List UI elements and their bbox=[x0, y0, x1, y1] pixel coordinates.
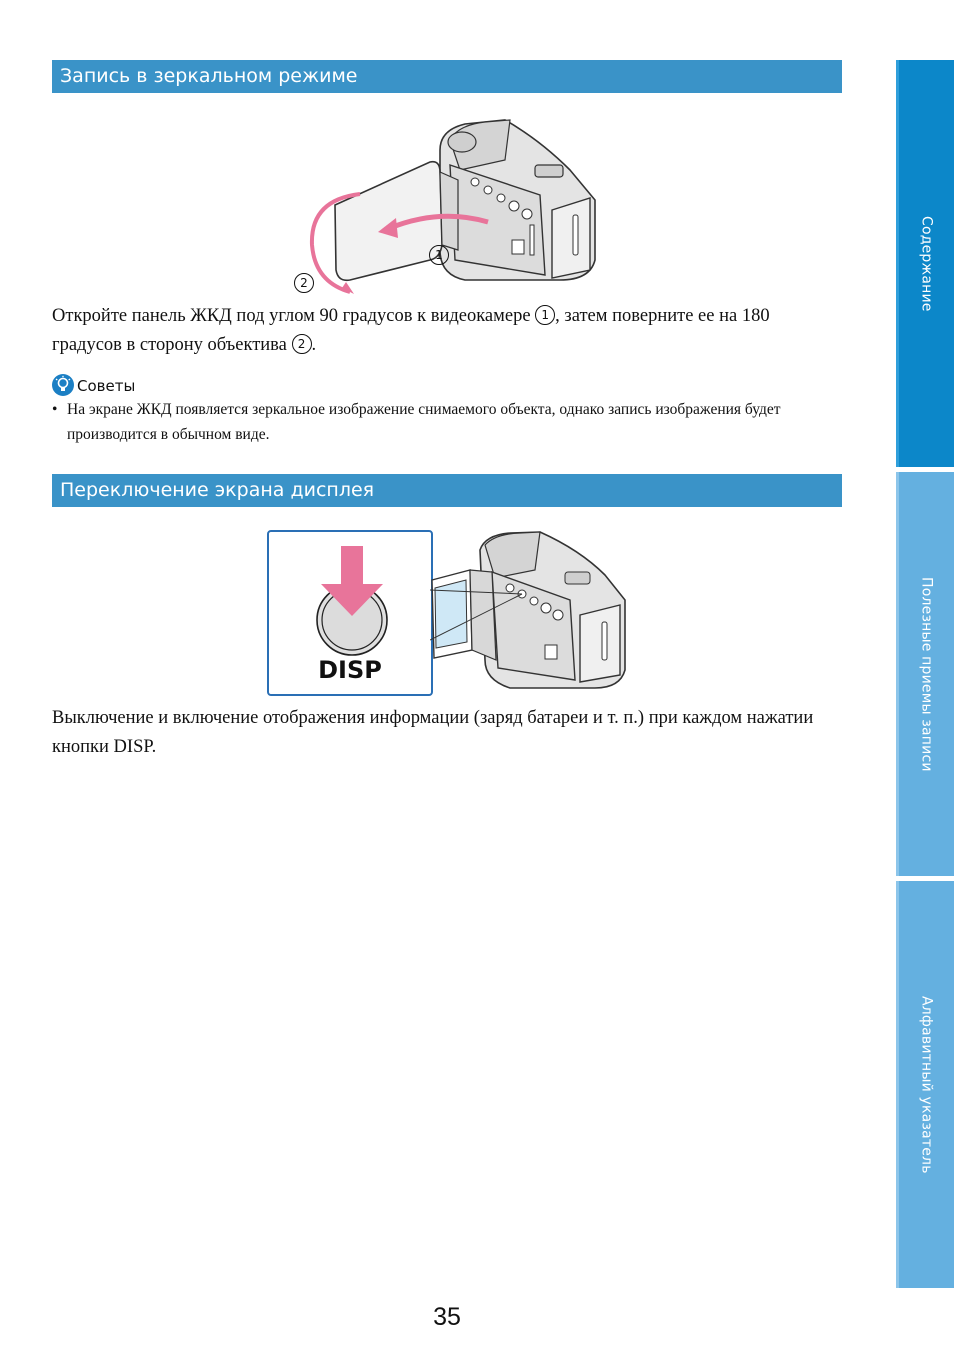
page-number: 35 bbox=[433, 1303, 461, 1331]
lightbulb-icon bbox=[52, 374, 74, 396]
tip-item bbox=[52, 397, 832, 447]
step-2-marker: 2 bbox=[292, 334, 312, 354]
sidebar-tab-contents-label: Содержание bbox=[918, 215, 935, 312]
tips-heading bbox=[52, 374, 135, 396]
camcorder-disp-illustration bbox=[430, 530, 630, 696]
figure-step-1-marker: 1 bbox=[429, 245, 449, 265]
instruction-text-part2: , затем поверните ее на 180 градусов в сторону объектива bbox=[52, 306, 770, 355]
display-switch-description: Выключение и включение отображения информации (заряд батареи и т. п.) при каждом нажатии кнопки DISP. bbox=[52, 708, 814, 757]
section-title-display-switch: Переключение экрана дисплея bbox=[52, 474, 842, 507]
instruction-text-part1: Откройте панель ЖКД под углом 90 градусов к видеокамере bbox=[52, 306, 536, 326]
figure-step-2-marker: 2 bbox=[294, 273, 314, 293]
sidebar-tab-recording-tips[interactable] bbox=[896, 472, 954, 876]
tip-text: На экране ЖКД появляется зеркальное изображение снимаемого объекта, однако запись изображения будет производится в обычном виде. bbox=[67, 401, 781, 443]
disp-button-label: DISP bbox=[318, 656, 382, 684]
step-1-marker: 1 bbox=[535, 305, 555, 325]
instruction-text-part3: . bbox=[311, 334, 317, 355]
mirror-mode-instructions bbox=[52, 302, 842, 359]
disp-button-callout bbox=[267, 530, 433, 696]
sidebar-tab-index[interactable] bbox=[896, 881, 954, 1288]
tips-label-text: Советы bbox=[77, 377, 136, 395]
sidebar-tab-index-label: Алфавитный указатель bbox=[918, 995, 935, 1174]
section-title-mirror-mode: Запись в зеркальном режиме bbox=[52, 60, 842, 93]
sidebar-tab-contents[interactable] bbox=[896, 60, 954, 467]
tip-bullet: • bbox=[52, 401, 58, 418]
camcorder-mirror-illustration bbox=[290, 110, 610, 300]
sidebar-tab-recording-tips-label: Полезные приемы записи bbox=[918, 576, 935, 772]
